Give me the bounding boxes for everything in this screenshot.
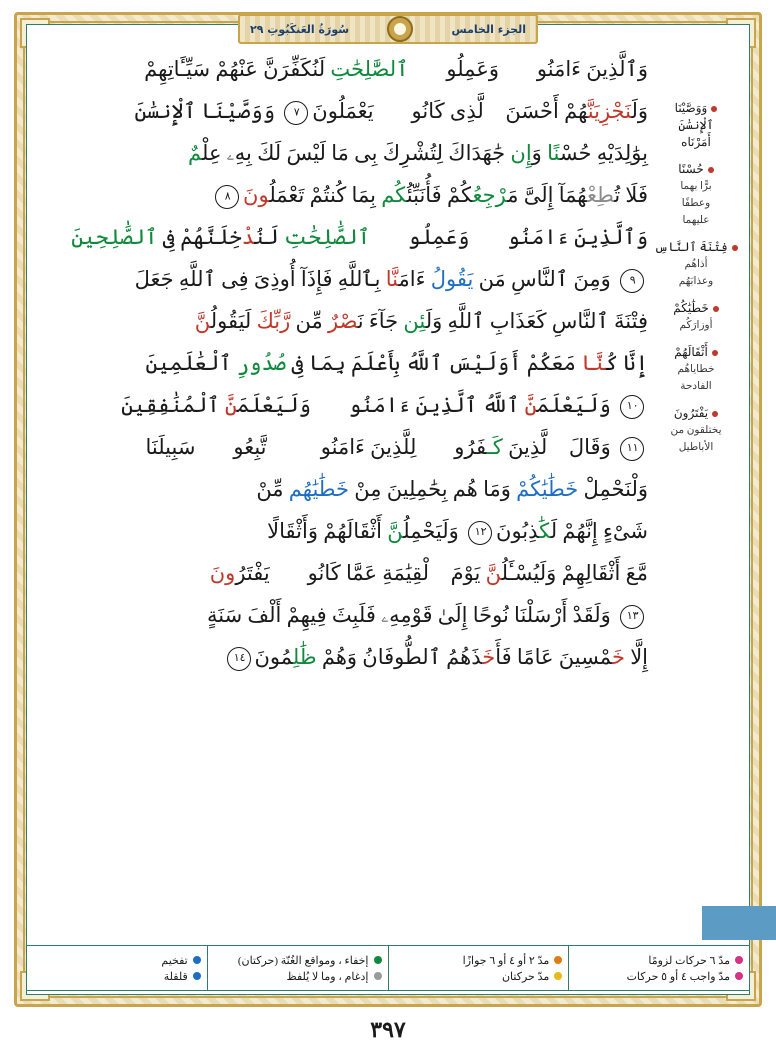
ayah-line: [40, 552, 650, 594]
ayah-text-segment: نًا: [547, 141, 560, 165]
margin-note-gloss: يختلقون من: [670, 425, 722, 436]
ayah-text-segment: مْسِينَ عَامًا فَأَ: [495, 645, 612, 669]
legend-item: [575, 970, 743, 983]
ayah-number-marker: [279, 96, 313, 130]
margin-note-headword: [652, 161, 740, 178]
ayah-line: [40, 468, 650, 510]
ayah-text-segment: ءَامَ: [398, 267, 431, 291]
ayah-text-segment: شَىْءٍ: [603, 519, 648, 543]
juz-label: الجزء الخامس: [451, 22, 526, 36]
ayah-text-segment: ظَٰلِ: [292, 645, 317, 669]
ayah-line-content: [42, 552, 648, 594]
page-number: ٣٩٧: [370, 1017, 406, 1042]
ayah-text-segment: وَلَيَعْلَمَ: [536, 393, 616, 417]
ayah-text-segment: إِن: [510, 141, 532, 165]
ayah-text-segment: ونَ: [209, 561, 236, 585]
ayah-number-marker: [463, 516, 497, 550]
ayah-text-segment: نَّ: [387, 519, 404, 543]
ayah-line-content: [42, 510, 648, 552]
ayah-line-content: [42, 174, 648, 216]
ayah-text-segment: مَّعَ أَثْقَالِهِمْ: [561, 561, 648, 585]
ayah-text-segment: وَلَيُسْـَٔلُ: [501, 561, 562, 585]
ayah-text-segment: خَ: [611, 645, 625, 669]
legend-item: [575, 954, 743, 967]
ayah-text-segment: وَمَا هُم بِحَٰمِلِينَ مِنْ: [349, 477, 517, 501]
margin-notes-column: [652, 100, 740, 466]
surah-name-label: سُورَةُ العَنكَبُوتِ ٢٩: [250, 22, 350, 36]
margin-note-headword: ٱلْإِنسَٰنَ: [678, 118, 714, 132]
legend-color-dot-icon: [735, 972, 743, 980]
legend-item-label: مدّ حركتان: [501, 970, 550, 983]
legend-item: [33, 970, 201, 983]
ayah-line-content: [42, 342, 648, 384]
ayah-line: [40, 90, 650, 132]
ayah-text-segment: نَّ: [194, 309, 211, 333]
ayah-text-segment: فَلَا تُ: [614, 183, 648, 207]
ayah-text-segment: هُمْ أَحْسَنَ ٱلَّذِى كَانُوا۟ يَعْمَلُونَ: [312, 99, 588, 123]
ayah-text-segment: وَلَ: [631, 99, 648, 123]
ayah-text-segment: بِمَا كُنتُمْ تَعْمَلُ: [269, 183, 382, 207]
margin-note-group: [652, 405, 740, 456]
legend-column: [388, 946, 569, 990]
margin-note-gloss: وعطفًا: [681, 198, 711, 209]
ayah-line-content: [42, 426, 648, 468]
ayah-number-marker: [615, 432, 649, 466]
legend-item: [33, 954, 201, 967]
ayah-line: [40, 594, 650, 636]
ayah-text-segment: وَمِنَ ٱلنَّاسِ مَن: [473, 267, 616, 291]
ayah-line: [40, 510, 650, 552]
legend-column: [27, 946, 207, 990]
legend-column: [568, 946, 749, 990]
legend-item-label: مدّ ٦ حركات لزومًا: [648, 954, 730, 967]
legend-color-dot-icon: [193, 972, 201, 980]
ayah-text-segment: ٱلصَّٰلِحَٰتِ: [330, 57, 409, 81]
margin-note-bullet-icon: [708, 167, 714, 173]
ayah-number-text: ٩: [629, 273, 636, 287]
legend-item-label: مدّ واجب ٤ أو ٥ حركات: [626, 970, 730, 983]
ayah-text-segment: نَجْزِيَنَّ: [587, 99, 632, 123]
ayah-text-segment: إِلَّا: [624, 645, 648, 669]
ayah-text-segment: لَيَقُولُ: [210, 309, 257, 333]
ayah-line: [40, 384, 650, 426]
ayah-text-segment: طِعْ: [586, 183, 615, 207]
ayah-text-segment: نَّ: [524, 393, 537, 417]
margin-note-bullet-icon: [713, 306, 719, 312]
legend-color-dot-icon: [735, 956, 743, 964]
margin-note-gloss: أوزارَكُم: [679, 320, 713, 331]
legend-item: [395, 970, 563, 983]
ayah-text-segment: مِّن: [290, 309, 328, 333]
ayah-number-text: ١١: [626, 441, 639, 455]
ayah-text-segment: وَ: [531, 141, 548, 165]
ayah-line-content: [42, 258, 648, 300]
ayah-text-segment: لَنُ: [254, 225, 284, 249]
margin-note-group: [652, 100, 740, 151]
margin-note-gloss: عليهما: [682, 215, 710, 226]
margin-note-headword: [652, 239, 740, 256]
ayah-line-content: [42, 636, 648, 678]
legend-item-label: تفخيم: [161, 954, 188, 967]
margin-note-bullet-icon: [712, 350, 718, 356]
ayah-text-segment: بِوَٰلِدَيْهِ حُسْ: [559, 141, 648, 165]
ayah-text-segment: كُمْ فَأُنَبِّئُ: [406, 183, 473, 207]
ayah-text-segment: دْ: [241, 225, 255, 249]
ayah-number-marker: [615, 600, 649, 634]
ayah-text-segment: مٌ: [188, 141, 203, 165]
margin-note-group: [652, 239, 740, 290]
ayah-text-segment: بِٱللَّهِ فَإِذَآ أُوذِىَ فِى ٱللَّهِ جَعَلَ: [134, 267, 386, 291]
legend-item-label: قلقلة: [163, 970, 188, 983]
ayah-text-segment: كَـ: [486, 435, 503, 459]
legend-color-dot-icon: [193, 956, 201, 964]
tajweed-legend: [26, 945, 750, 991]
margin-note-gloss: الفادحة: [680, 381, 712, 392]
margin-note-headword: [652, 344, 740, 361]
legend-item: [214, 970, 382, 983]
ayah-text-segment: يَوْمَ ٱلْقِيَٰمَةِ عَمَّا كَانُوا۟ يَفْتَرُ: [235, 561, 486, 585]
ayah-line: [40, 216, 650, 258]
ayah-text-segment: جَآءَ نَ: [357, 309, 404, 333]
margin-note-headword-text: فِتْنَةَ ٱلنَّاسِ: [654, 240, 728, 254]
ayah-text-segment: ئِن: [403, 309, 426, 333]
ayah-line: [40, 258, 650, 300]
ayah-text-segment: إِنَّهُمْ لَ: [550, 519, 604, 543]
ayah-line-content: [42, 468, 648, 510]
ayah-text-segment: صُدُورِ: [236, 351, 287, 375]
ayah-text-segment: جَٰهَدَاكَ لِتُشْرِكَ بِى مَا لَيْسَ لَكَ بِهِۦ عِلْ: [202, 141, 511, 165]
margin-note-gloss: خطاياهُم: [677, 364, 715, 375]
ayah-number-text: ١٢: [474, 525, 487, 539]
ayah-text-segment: خِلَنَّهُمْ فِى: [157, 225, 242, 249]
ayah-line: [40, 300, 650, 342]
legend-item-label: إخفاء ، ومواقع الغُنّة (حركتان): [237, 954, 369, 967]
ayah-line-content: [42, 132, 648, 174]
ayah-text-segment: ٱلْعَٰلَمِينَ: [145, 351, 237, 375]
legend-color-dot-icon: [374, 972, 382, 980]
margin-note-group: [652, 161, 740, 229]
ayah-text-segment: وَلَقَدْ أَرْسَلْنَا نُوحًا إِلَىٰ قَوْمِهِۦ فَلَبِثَ فِيهِمْ أَلْفَ سَنَةٍ: [206, 603, 616, 627]
ayah-number-marker: [210, 180, 244, 214]
ayah-text-segment: وَوَصَّيْنَا ٱلْإِنسَٰنَ: [134, 99, 281, 123]
margin-note-headword-text: وَوَصَّيْنَا: [674, 101, 708, 115]
ayah-text-segment: وَلَيَحْمِلُ: [403, 519, 465, 543]
ayah-line: [40, 636, 650, 678]
ayah-text-segment: لَنُكَفِّرَنَّ عَنْهُمْ سَيِّـَٔاتِهِمْ: [144, 57, 331, 81]
surah-header-ribbon: [238, 14, 538, 44]
ayah-text-segment: نَّا: [581, 351, 606, 375]
ayah-line-content: [42, 594, 648, 636]
ayah-text-segment: خَطَٰيَٰكُمْ: [516, 477, 579, 501]
margin-note-headword-text: حُسْنًا: [678, 162, 704, 176]
ayah-text-segment: إِنَّا كُ: [605, 351, 648, 375]
ayah-text-segment: خَ: [482, 645, 496, 669]
ayah-number-marker: [615, 264, 649, 298]
margin-note-gloss: برًّا بهما: [680, 181, 712, 192]
ayah-line-content: [42, 48, 648, 90]
ayah-text-segment: ونَ: [243, 183, 270, 207]
ayah-line: [40, 174, 650, 216]
ayah-text-segment: ٱلْمُنَٰفِقِينَ: [121, 393, 225, 417]
margin-note-headword-text: يَفْتَرُونَ: [673, 406, 709, 420]
ayah-text-segment: كَٰ: [539, 519, 551, 543]
margin-note-gloss: وعذابَهُم: [678, 276, 714, 287]
ayah-text-segment: أَوَلَيْسَ ٱللَّهُ بِأَعْلَمَ بِمَا فِى: [286, 351, 527, 375]
ayah-text-segment: يَقُولُ: [430, 267, 474, 291]
ayah-text-segment: وَقَالَ ٱلَّذِينَ: [502, 435, 616, 459]
ayah-number-text: ٨: [224, 189, 231, 203]
ayah-text-segment: ٱللَّهُ ٱلَّذِينَ ءَامَنُوا۟ وَلَيَعْلَمَ: [237, 393, 525, 417]
legend-item-label: إدغام ، وما لا يُلفظ: [286, 970, 369, 983]
ayah-text-segment: نَّا: [385, 267, 399, 291]
ayah-text-segment: مُونَ: [254, 645, 293, 669]
legend-item: [214, 954, 382, 967]
side-tab-marker[interactable]: [702, 906, 776, 940]
ayah-text-segment: مَعَكُمْ: [526, 351, 582, 375]
legend-color-dot-icon: [554, 972, 562, 980]
margin-note-bullet-icon: [732, 245, 738, 251]
ayah-number-text: ١٤: [233, 651, 246, 665]
ayah-text-segment: فَرُوا۟ لِلَّذِينَ ءَامَنُوا۟ ٱتَّبِعُوا۟ سَبِيلَنَا: [145, 435, 487, 459]
margin-note-headword: [652, 405, 740, 422]
ayah-text-segment: مِّنْ: [256, 477, 289, 501]
ayah-number-text: ١٣: [626, 609, 639, 623]
ayah-text-segment: خَطَٰيَٰهُم: [288, 477, 349, 501]
ayah-number-marker: [222, 642, 256, 676]
margin-note-headword-text: خَطَٰيَٰكُمْ: [673, 301, 709, 315]
ayah-line-content: [42, 300, 648, 342]
margin-note-group: [652, 300, 740, 334]
ayah-text-segment: ٱلصَّٰلِحَٰتِ: [283, 225, 371, 249]
margin-note-headword-text: أَثْقَالَهُمْ: [674, 345, 708, 359]
margin-note-headword: أَمَرْنَاه: [681, 135, 711, 149]
ayah-line-content: [42, 90, 648, 132]
ayah-text-segment: وَٱلَّذِينَ ءَامَنُوا۟ وَعَمِلُوا۟: [408, 57, 648, 81]
ayah-line-content: [42, 384, 648, 426]
ayah-text-segment: رْجِعُ: [472, 183, 508, 207]
ayah-text-segment: صْرٌ: [327, 309, 358, 333]
margin-note-gloss: الأباطيل: [678, 442, 714, 453]
ayah-number-marker: [615, 390, 649, 424]
margin-note-headword: [652, 300, 740, 317]
ayah-line-content: [42, 216, 648, 258]
margin-note-gloss: أذاهُم: [684, 259, 708, 270]
legend-color-dot-icon: [374, 956, 382, 964]
ayah-line: [40, 132, 650, 174]
margin-note-headword: [652, 100, 740, 117]
ayah-line: [40, 426, 650, 468]
ayah-text-segment: ذِبُونَ: [496, 519, 540, 543]
ayah-text-segment: ذَهُمُ ٱلطُّوفَانُ وَهُمْ: [316, 645, 483, 669]
legend-color-dot-icon: [554, 956, 562, 964]
legend-item: [395, 954, 563, 967]
ayah-text-segment: هُمَآ إِلَىَّ مَ: [507, 183, 587, 207]
ayah-number-text: ١٠: [626, 399, 639, 413]
ayah-text-segment: فِتْنَةَ ٱلنَّاسِ كَعَذَابِ ٱللَّهِ وَلَ: [425, 309, 648, 333]
rosette-ornament-icon: [387, 16, 413, 42]
margin-note-group: [652, 344, 740, 395]
ayah-text-segment: وَٱلَّذِينَ ءَامَنُوا۟ وَعَمِلُوا۟: [370, 225, 648, 249]
legend-item-label: مدّ ٢ أو ٤ أو ٦ جوازًا: [462, 954, 550, 967]
ayah-text-segment: نَّ: [485, 561, 502, 585]
margin-note-bullet-icon: [712, 411, 718, 417]
ayah-text-segment: ٱلصَّٰلِحِينَ: [71, 225, 158, 249]
ayah-number-text: ٧: [294, 105, 300, 119]
ayah-text-segment: أَثْقَالَهُمْ وَأَثْقَالًا: [267, 519, 388, 543]
legend-column: [207, 946, 388, 990]
ayah-text-segment: وَلْنَحْمِلْ: [578, 477, 648, 501]
margin-note-bullet-icon: [711, 106, 717, 112]
ayah-line: [40, 342, 650, 384]
ayah-text-segment: كُم: [381, 183, 407, 207]
ayah-text-segment: رَّبِّكَ: [256, 309, 291, 333]
ayah-text-column: [40, 48, 650, 928]
ayah-line: [40, 48, 650, 90]
ayah-text-segment: نَّ: [224, 393, 238, 417]
